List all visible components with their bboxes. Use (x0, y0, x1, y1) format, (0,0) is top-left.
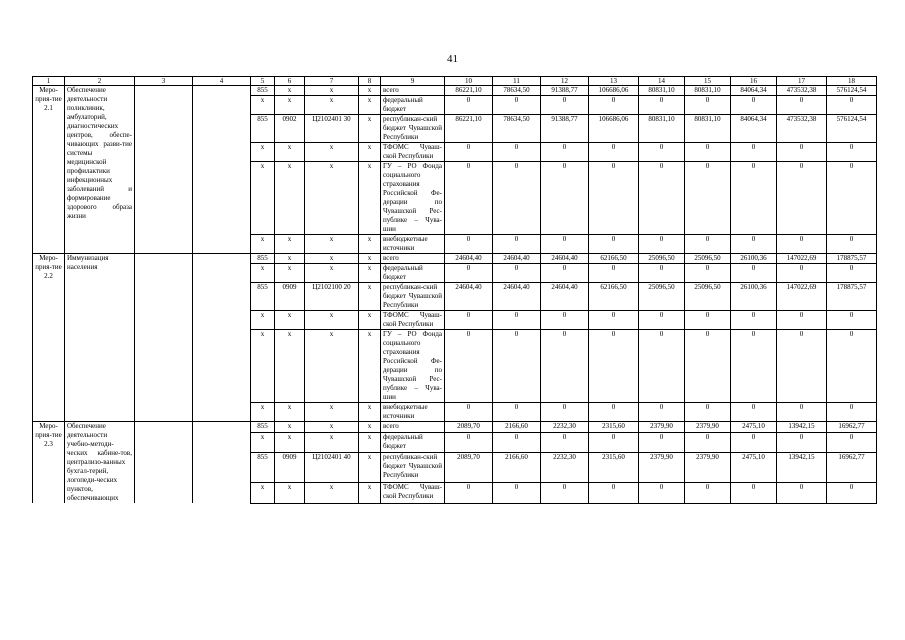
measure-code: Меро-прия-тие 2.2 (33, 254, 65, 422)
amount-cell: 24604,40 (445, 283, 493, 311)
amount-cell: 0 (639, 483, 685, 503)
section-code-cell: x (275, 432, 305, 452)
measure-code: Меро-прия-тие 2.3 (33, 422, 65, 504)
amount-cell: 0 (493, 162, 541, 235)
amount-cell: 0 (777, 311, 827, 330)
amount-cell: 0 (493, 403, 541, 422)
header-row (33, 77, 877, 86)
amount-cell: 91388,77 (541, 86, 589, 96)
expense-type-cell: x (359, 330, 381, 403)
amount-cell: 576124,54 (827, 86, 877, 96)
header-cell: 17 (777, 77, 827, 86)
amount-cell: 62166,50 (589, 254, 639, 264)
target-article-cell: x (305, 432, 359, 452)
table-row (33, 254, 877, 264)
amount-cell: 0 (777, 162, 827, 235)
amount-cell: 0 (685, 96, 731, 115)
amount-cell: 0 (589, 432, 639, 452)
grbs-code-cell: 855 (251, 86, 275, 96)
header-cell: 10 (445, 77, 493, 86)
section-code-cell: x (275, 483, 305, 503)
amount-cell: 62166,50 (589, 283, 639, 311)
header-cell: 14 (639, 77, 685, 86)
target-article-cell: x (305, 235, 359, 254)
amount-cell: 0 (731, 162, 777, 235)
amount-cell: 0 (639, 143, 685, 162)
amount-cell: 0 (731, 330, 777, 403)
expense-type-cell: x (359, 115, 381, 143)
amount-cell: 0 (589, 264, 639, 283)
grbs-code-cell: 855 (251, 254, 275, 264)
header-cell: 5 (251, 77, 275, 86)
amount-cell: 0 (589, 162, 639, 235)
amount-cell: 0 (541, 403, 589, 422)
amount-cell: 473532,38 (777, 115, 827, 143)
amount-cell: 80831,10 (685, 115, 731, 143)
amount-cell: 0 (685, 432, 731, 452)
header-cell: 1 (33, 77, 65, 86)
section-code-cell: x (275, 96, 305, 115)
amount-cell: 2475,10 (731, 453, 777, 483)
target-article-cell: x (305, 311, 359, 330)
target-article-cell: Ц2102401 30 (305, 115, 359, 143)
amount-cell: 24604,40 (493, 283, 541, 311)
amount-cell: 25096,50 (685, 283, 731, 311)
funding-source-cell: республикан-ский бюджет Чувашской Республики (381, 115, 445, 143)
header-cell: 8 (359, 77, 381, 86)
amount-cell: 0 (445, 330, 493, 403)
funding-source-cell: всего (381, 422, 445, 433)
amount-cell: 0 (777, 403, 827, 422)
target-article-cell: x (305, 143, 359, 162)
section-code-cell: x (275, 235, 305, 254)
empty-cell-col3 (135, 86, 193, 254)
measure-code: Меро-прия-тие 2.1 (33, 86, 65, 254)
amount-cell: 0 (589, 143, 639, 162)
funding-source-cell: ТФОМС Чуваш-ской Республики (381, 143, 445, 162)
budget-table (32, 76, 877, 504)
amount-cell: 16962,77 (827, 453, 877, 483)
target-article-cell: Ц2102100 20 (305, 283, 359, 311)
section-code-cell: x (275, 143, 305, 162)
table-row (33, 422, 877, 433)
funding-source-cell: всего (381, 86, 445, 96)
amount-cell: 0 (541, 264, 589, 283)
header-cell: 4 (193, 77, 251, 86)
amount-cell: 0 (493, 235, 541, 254)
amount-cell: 473532,38 (777, 86, 827, 96)
amount-cell: 0 (827, 235, 877, 254)
amount-cell: 0 (541, 143, 589, 162)
amount-cell: 25096,50 (639, 254, 685, 264)
amount-cell: 0 (827, 432, 877, 452)
funding-source-cell: ГУ – РО Фонда социального страхования Российской Фе-дерации по Чувашской Рес-публике – Чува-шии (381, 330, 445, 403)
expense-type-cell: x (359, 403, 381, 422)
amount-cell: 0 (493, 264, 541, 283)
amount-cell: 24604,40 (541, 283, 589, 311)
amount-cell: 25096,50 (685, 254, 731, 264)
grbs-code-cell: x (251, 235, 275, 254)
header-cell: 13 (589, 77, 639, 86)
amount-cell: 2166,60 (493, 453, 541, 483)
amount-cell: 0 (445, 264, 493, 283)
section-code-cell: x (275, 422, 305, 433)
table-body (33, 77, 877, 504)
grbs-code-cell: x (251, 432, 275, 452)
funding-source-cell: ТФОМС Чуваш-ской Республики (381, 483, 445, 503)
expense-type-cell: x (359, 86, 381, 96)
amount-cell: 2379,90 (639, 422, 685, 433)
header-cell: 6 (275, 77, 305, 86)
amount-cell: 13942,15 (777, 422, 827, 433)
amount-cell: 0 (541, 96, 589, 115)
amount-cell: 0 (685, 235, 731, 254)
amount-cell: 0 (827, 311, 877, 330)
target-article-cell: x (305, 96, 359, 115)
amount-cell: 106686,06 (589, 115, 639, 143)
grbs-code-cell: x (251, 330, 275, 403)
expense-type-cell: x (359, 96, 381, 115)
amount-cell: 0 (493, 96, 541, 115)
amount-cell: 0 (827, 330, 877, 403)
measure-name: Иммунизация населения (65, 254, 135, 422)
amount-cell: 0 (639, 162, 685, 235)
amount-cell: 2232,30 (541, 422, 589, 433)
amount-cell: 0 (445, 143, 493, 162)
amount-cell: 0 (493, 483, 541, 503)
target-article-cell: x (305, 254, 359, 264)
section-code-cell: x (275, 403, 305, 422)
grbs-code-cell: x (251, 483, 275, 503)
section-code-cell: 0909 (275, 453, 305, 483)
amount-cell: 0 (731, 311, 777, 330)
funding-source-cell: внебюджетные источники (381, 235, 445, 254)
grbs-code-cell: 855 (251, 283, 275, 311)
amount-cell: 16962,77 (827, 422, 877, 433)
amount-cell: 0 (639, 311, 685, 330)
amount-cell: 0 (777, 96, 827, 115)
header-cell: 3 (135, 77, 193, 86)
amount-cell: 576124,54 (827, 115, 877, 143)
section-code-cell: 0909 (275, 283, 305, 311)
amount-cell: 178875,57 (827, 283, 877, 311)
amount-cell: 147022,69 (777, 283, 827, 311)
funding-source-cell: республикан-ский бюджет Чувашской Республики (381, 283, 445, 311)
amount-cell: 0 (731, 143, 777, 162)
grbs-code-cell: x (251, 311, 275, 330)
amount-cell: 0 (445, 403, 493, 422)
amount-cell: 0 (827, 483, 877, 503)
amount-cell: 2089,70 (445, 453, 493, 483)
expense-type-cell: x (359, 254, 381, 264)
amount-cell: 0 (777, 483, 827, 503)
amount-cell: 0 (541, 235, 589, 254)
amount-cell: 0 (639, 403, 685, 422)
amount-cell: 0 (827, 403, 877, 422)
expense-type-cell: x (359, 143, 381, 162)
amount-cell: 2379,90 (685, 453, 731, 483)
amount-cell: 0 (541, 162, 589, 235)
expense-type-cell: x (359, 162, 381, 235)
amount-cell: 0 (445, 96, 493, 115)
amount-cell: 0 (493, 432, 541, 452)
amount-cell: 0 (589, 96, 639, 115)
amount-cell: 0 (827, 264, 877, 283)
amount-cell: 0 (827, 96, 877, 115)
amount-cell: 84064,34 (731, 86, 777, 96)
amount-cell: 0 (541, 311, 589, 330)
funding-source-cell: федеральный бюджет (381, 432, 445, 452)
amount-cell: 0 (589, 311, 639, 330)
amount-cell: 26100,36 (731, 283, 777, 311)
section-code-cell: x (275, 162, 305, 235)
empty-cell-col4 (193, 254, 251, 422)
grbs-code-cell: x (251, 403, 275, 422)
measure-name: Обеспечение деятельности поликлиник, амбулаторий, диагностических центров, обеспе-чивающих разви-тие системы медицинской профилактики инфекционных заболеваний и формирование здорового образа жизни (65, 86, 135, 254)
section-code-cell: x (275, 330, 305, 403)
target-article-cell: Ц2102401 40 (305, 453, 359, 483)
amount-cell: 0 (639, 330, 685, 403)
target-article-cell: x (305, 403, 359, 422)
amount-cell: 0 (685, 483, 731, 503)
amount-cell: 0 (589, 235, 639, 254)
section-code-cell: x (275, 254, 305, 264)
amount-cell: 0 (685, 311, 731, 330)
amount-cell: 0 (827, 143, 877, 162)
amount-cell: 0 (541, 483, 589, 503)
header-cell: 16 (731, 77, 777, 86)
grbs-code-cell: x (251, 143, 275, 162)
grbs-code-cell: x (251, 96, 275, 115)
target-article-cell: x (305, 86, 359, 96)
header-cell: 15 (685, 77, 731, 86)
amount-cell: 0 (685, 403, 731, 422)
amount-cell: 0 (685, 330, 731, 403)
amount-cell: 13942,15 (777, 453, 827, 483)
expense-type-cell: x (359, 483, 381, 503)
amount-cell: 0 (589, 483, 639, 503)
amount-cell: 0 (731, 403, 777, 422)
amount-cell: 91388,77 (541, 115, 589, 143)
funding-source-cell: внебюджетные источники (381, 403, 445, 422)
amount-cell: 78634,50 (493, 86, 541, 96)
amount-cell: 84064,34 (731, 115, 777, 143)
amount-cell: 2089,70 (445, 422, 493, 433)
header-cell: 2 (65, 77, 135, 86)
amount-cell: 24604,40 (445, 254, 493, 264)
amount-cell: 0 (777, 432, 827, 452)
amount-cell: 80831,10 (685, 86, 731, 96)
header-cell: 12 (541, 77, 589, 86)
grbs-code-cell: 855 (251, 115, 275, 143)
amount-cell: 24604,40 (493, 254, 541, 264)
amount-cell: 86221,10 (445, 86, 493, 96)
target-article-cell: x (305, 330, 359, 403)
header-cell: 11 (493, 77, 541, 86)
amount-cell: 2379,90 (639, 453, 685, 483)
amount-cell: 0 (777, 264, 827, 283)
header-cell: 18 (827, 77, 877, 86)
section-code-cell: x (275, 86, 305, 96)
amount-cell: 2166,60 (493, 422, 541, 433)
funding-source-cell: федеральный бюджет (381, 96, 445, 115)
amount-cell: 106686,06 (589, 86, 639, 96)
expense-type-cell: x (359, 235, 381, 254)
expense-type-cell: x (359, 453, 381, 483)
amount-cell: 0 (493, 143, 541, 162)
expense-type-cell: x (359, 311, 381, 330)
funding-source-cell: ГУ – РО Фонда социального страхования Российской Фе-дерации по Чувашской Рес-публике – Чува-шии (381, 162, 445, 235)
amount-cell: 0 (731, 483, 777, 503)
amount-cell: 0 (685, 264, 731, 283)
amount-cell: 0 (589, 330, 639, 403)
grbs-code-cell: x (251, 264, 275, 283)
amount-cell: 2379,90 (685, 422, 731, 433)
table-row (33, 86, 877, 96)
amount-cell: 147022,69 (777, 254, 827, 264)
amount-cell: 2232,30 (541, 453, 589, 483)
amount-cell: 0 (777, 235, 827, 254)
amount-cell: 80831,10 (639, 115, 685, 143)
amount-cell: 0 (731, 264, 777, 283)
amount-cell: 0 (731, 235, 777, 254)
expense-type-cell: x (359, 264, 381, 283)
amount-cell: 0 (589, 403, 639, 422)
measure-name: Обеспечение деятельности учебно-методи-ческих кабине-тов, централизо-ванных бухгал-терий, логопеди-ческих пунктов, обеспечивающих (65, 422, 135, 504)
empty-cell-col4 (193, 86, 251, 254)
amount-cell: 0 (777, 330, 827, 403)
amount-cell: 0 (777, 143, 827, 162)
amount-cell: 0 (731, 96, 777, 115)
expense-type-cell: x (359, 283, 381, 311)
funding-source-cell: республикан-ский бюджет Чувашской Республики (381, 453, 445, 483)
expense-type-cell: x (359, 422, 381, 433)
amount-cell: 0 (445, 483, 493, 503)
section-code-cell: x (275, 311, 305, 330)
amount-cell: 80831,10 (639, 86, 685, 96)
header-cell: 7 (305, 77, 359, 86)
empty-cell-col4 (193, 422, 251, 504)
empty-cell-col3 (135, 422, 193, 504)
amount-cell: 0 (445, 162, 493, 235)
amount-cell: 25096,50 (639, 283, 685, 311)
target-article-cell: x (305, 422, 359, 433)
amount-cell: 86221,10 (445, 115, 493, 143)
amount-cell: 0 (685, 143, 731, 162)
amount-cell: 0 (445, 311, 493, 330)
amount-cell: 0 (493, 311, 541, 330)
amount-cell: 0 (827, 162, 877, 235)
grbs-code-cell: 855 (251, 422, 275, 433)
amount-cell: 0 (541, 432, 589, 452)
grbs-code-cell: 855 (251, 453, 275, 483)
amount-cell: 0 (731, 432, 777, 452)
target-article-cell: x (305, 162, 359, 235)
amount-cell: 26100,36 (731, 254, 777, 264)
amount-cell: 24604,40 (541, 254, 589, 264)
empty-cell-col3 (135, 254, 193, 422)
amount-cell: 0 (639, 96, 685, 115)
funding-source-cell: всего (381, 254, 445, 264)
amount-cell: 0 (639, 264, 685, 283)
amount-cell: 2315,60 (589, 453, 639, 483)
amount-cell: 0 (445, 235, 493, 254)
amount-cell: 0 (541, 330, 589, 403)
amount-cell: 178875,57 (827, 254, 877, 264)
target-article-cell: x (305, 264, 359, 283)
amount-cell: 2475,10 (731, 422, 777, 433)
grbs-code-cell: x (251, 162, 275, 235)
expense-type-cell: x (359, 432, 381, 452)
amount-cell: 0 (639, 235, 685, 254)
amount-cell: 78634,50 (493, 115, 541, 143)
target-article-cell: x (305, 483, 359, 503)
funding-source-cell: ТФОМС Чуваш-ской Республики (381, 311, 445, 330)
amount-cell: 0 (493, 330, 541, 403)
header-cell: 9 (381, 77, 445, 86)
page-number: 41 (447, 53, 458, 65)
amount-cell: 0 (445, 432, 493, 452)
amount-cell: 2315,60 (589, 422, 639, 433)
section-code-cell: x (275, 264, 305, 283)
amount-cell: 0 (685, 162, 731, 235)
amount-cell: 0 (639, 432, 685, 452)
section-code-cell: 0902 (275, 115, 305, 143)
funding-source-cell: федеральный бюджет (381, 264, 445, 283)
